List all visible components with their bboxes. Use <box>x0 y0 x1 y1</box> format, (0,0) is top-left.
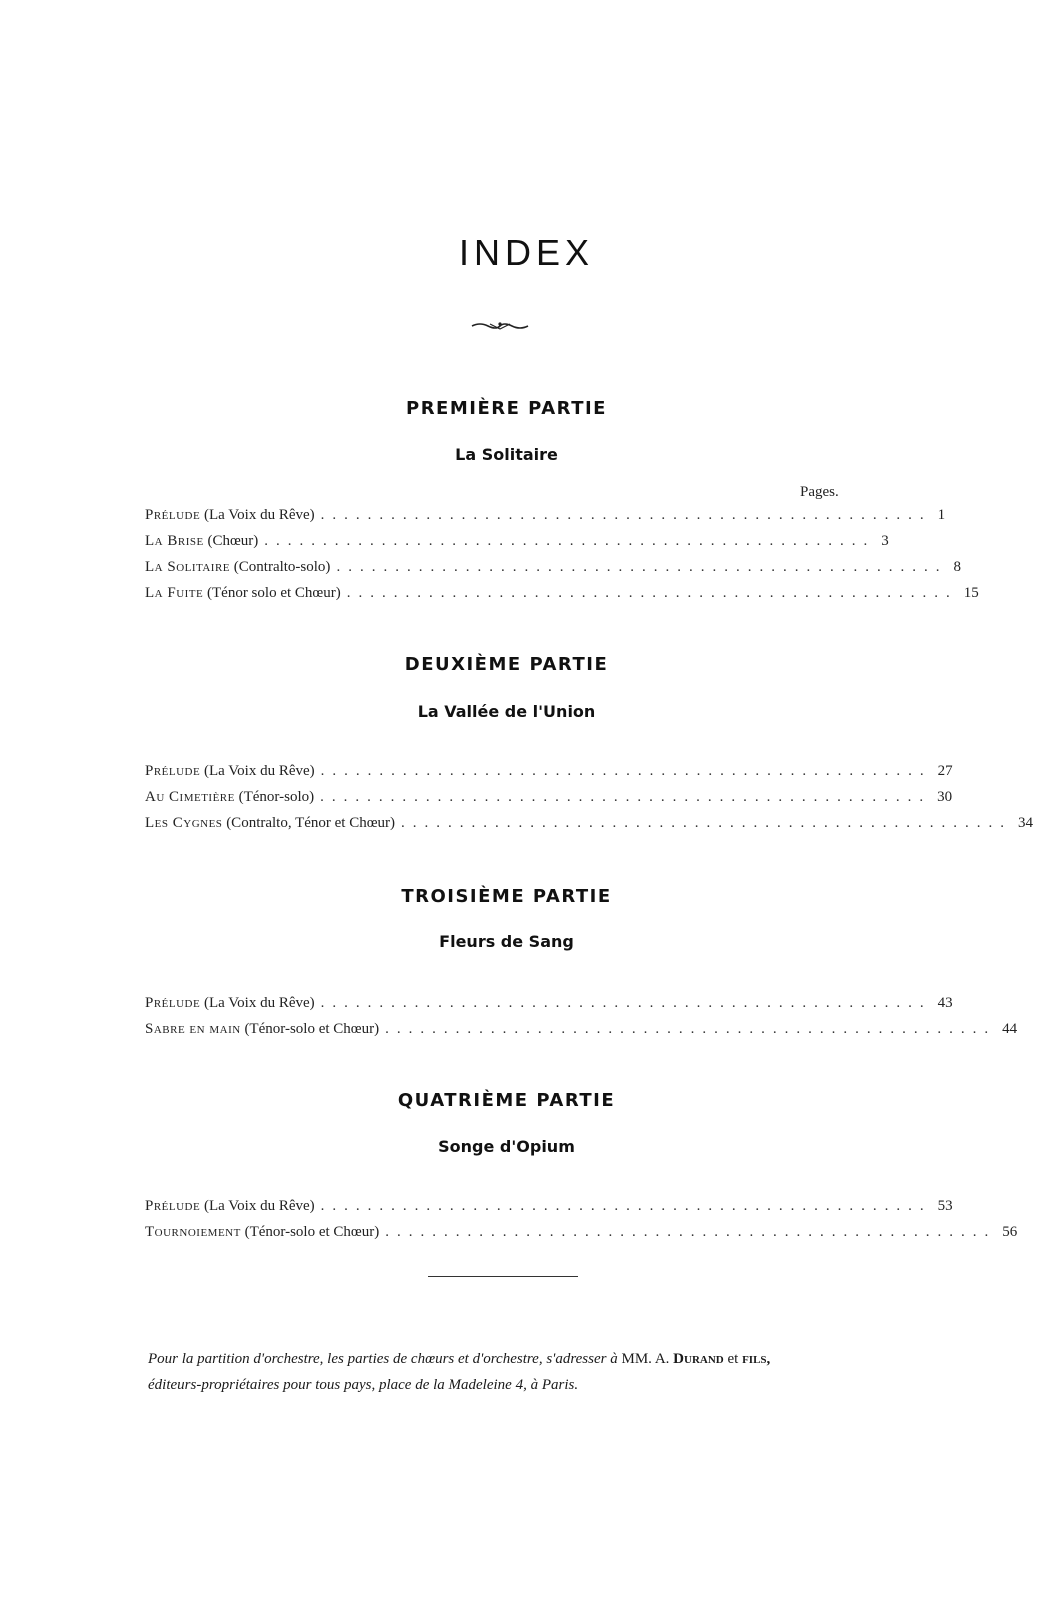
toc-entry-detail: (Ténor-solo et Chœur) <box>244 1021 380 1037</box>
dot-leader: .................................................... <box>385 1021 997 1037</box>
part-subtitle-3: Fleurs de Sang <box>439 932 574 951</box>
dot-leader: .................................................... <box>320 763 932 779</box>
toc-entry-page: 34 <box>1018 815 1034 831</box>
toc-entry-detail: (Ténor-solo) <box>238 789 315 805</box>
toc-entry[interactable] <box>145 763 953 789</box>
part-subtitle-4: Songe d'Opium <box>438 1137 575 1156</box>
dot-leader: .................................................... <box>385 1224 997 1240</box>
publisher-note <box>148 1346 868 1398</box>
toc-entry-detail: (Contralto, Ténor et Chœur) <box>226 815 396 831</box>
toc-list-part-2 <box>145 763 1034 841</box>
toc-entry[interactable] <box>145 1021 1018 1047</box>
dot-leader: .................................................... <box>320 507 932 523</box>
toc-entry-page: 43 <box>937 995 953 1011</box>
publisher-name: Durand <box>673 1351 724 1367</box>
toc-entry-detail: (Ténor solo et Chœur) <box>207 585 341 601</box>
toc-entry[interactable] <box>145 1198 953 1224</box>
toc-entry[interactable] <box>145 585 979 611</box>
toc-entry[interactable] <box>145 507 946 533</box>
toc-entry-title <box>145 1224 379 1241</box>
toc-entry-name: La Brise <box>145 533 204 549</box>
toc-entry-name: Les Cygnes <box>145 815 223 831</box>
publisher-et: et <box>727 1351 739 1367</box>
part-heading-4: QUATRIÈME PARTIE <box>397 1090 616 1111</box>
toc-entry-title <box>145 507 315 524</box>
toc-list-part-1 <box>145 507 979 611</box>
toc-entry-detail: (Chœur) <box>207 533 259 549</box>
dot-leader: .................................................... <box>264 533 876 549</box>
dot-leader: .................................................... <box>401 815 1013 831</box>
toc-entry-name: Prélude <box>145 763 201 779</box>
toc-entry-detail: (Ténor-solo et Chœur) <box>244 1224 380 1240</box>
toc-entry-detail: (Contralto-solo) <box>233 559 331 575</box>
toc-entry-page: 56 <box>1002 1224 1018 1240</box>
part-heading-1: PREMIÈRE PARTIE <box>406 398 607 419</box>
toc-entry-name: Prélude <box>145 1198 201 1214</box>
publisher-note-text: Pour la partition d'orchestre, les parties de chœurs et d'orchestre, s'adresser à <box>148 1351 618 1367</box>
toc-entry-page: 15 <box>963 585 979 601</box>
toc-entry[interactable] <box>145 559 961 585</box>
toc-entry[interactable] <box>145 815 1034 841</box>
toc-entry-name: Au Cimetière <box>145 789 235 805</box>
toc-list-part-4 <box>145 1198 1018 1250</box>
dot-leader: .................................................... <box>320 789 932 805</box>
dot-leader: .................................................... <box>320 1198 932 1214</box>
toc-entry[interactable] <box>145 1224 1018 1250</box>
toc-entry-detail: (La Voix du Rêve) <box>203 995 315 1011</box>
toc-entry-page: 27 <box>937 763 953 779</box>
toc-entry-name: Sabre en main <box>145 1021 241 1037</box>
toc-entry-title <box>145 585 341 602</box>
toc-entry-title <box>145 789 314 806</box>
toc-entry-name: Tournoiement <box>145 1224 241 1240</box>
publisher-address: éditeurs-propriétaires pour tous pays, place de la Madeleine 4, à Paris. <box>148 1377 579 1393</box>
page-title: INDEX <box>458 232 595 273</box>
toc-entry-name: La Solitaire <box>145 559 231 575</box>
toc-entry-page: 3 <box>881 533 889 549</box>
toc-entry-detail: (La Voix du Rêve) <box>203 507 315 523</box>
toc-entry-title <box>145 1198 315 1215</box>
toc-entry[interactable] <box>145 789 953 815</box>
toc-entry-name: Prélude <box>145 995 201 1011</box>
toc-list-part-3 <box>145 995 1018 1047</box>
toc-entry-title <box>145 763 315 780</box>
toc-entry-title <box>145 1021 379 1038</box>
toc-entry-name: La Fuite <box>145 585 204 601</box>
part-subtitle-1: La Solitaire <box>455 445 558 464</box>
dot-leader: .................................................... <box>346 585 958 601</box>
toc-entry-page: 8 <box>953 559 961 575</box>
toc-entry[interactable] <box>145 533 889 559</box>
part-heading-3: TROISIÈME PARTIE <box>401 886 612 907</box>
toc-entry-page: 1 <box>937 507 946 523</box>
toc-entry[interactable] <box>145 995 953 1021</box>
toc-entry-detail: (La Voix du Rêve) <box>203 763 315 779</box>
toc-entry-title <box>145 559 330 576</box>
publisher-fils: fils, <box>742 1351 771 1367</box>
part-heading-2: DEUXIÈME PARTIE <box>404 654 609 675</box>
toc-entry-title <box>145 815 395 832</box>
dot-leader: .................................................... <box>320 995 932 1011</box>
dot-leader: .................................................... <box>336 559 948 575</box>
toc-entry-title <box>145 533 258 550</box>
toc-entry-page: 30 <box>937 789 953 805</box>
ornament-icon <box>470 320 530 332</box>
publisher-mm: MM. A. <box>621 1351 670 1367</box>
toc-entry-title <box>145 995 315 1012</box>
toc-entry-page: 44 <box>1002 1021 1018 1037</box>
toc-entry-detail: (La Voix du Rêve) <box>203 1198 315 1214</box>
part-subtitle-2: La Vallée de l'Union <box>417 702 596 721</box>
pages-column-label: Pages. <box>800 484 839 500</box>
divider-rule <box>428 1276 578 1277</box>
toc-entry-page: 53 <box>937 1198 953 1214</box>
toc-entry-name: Prélude <box>145 507 201 523</box>
